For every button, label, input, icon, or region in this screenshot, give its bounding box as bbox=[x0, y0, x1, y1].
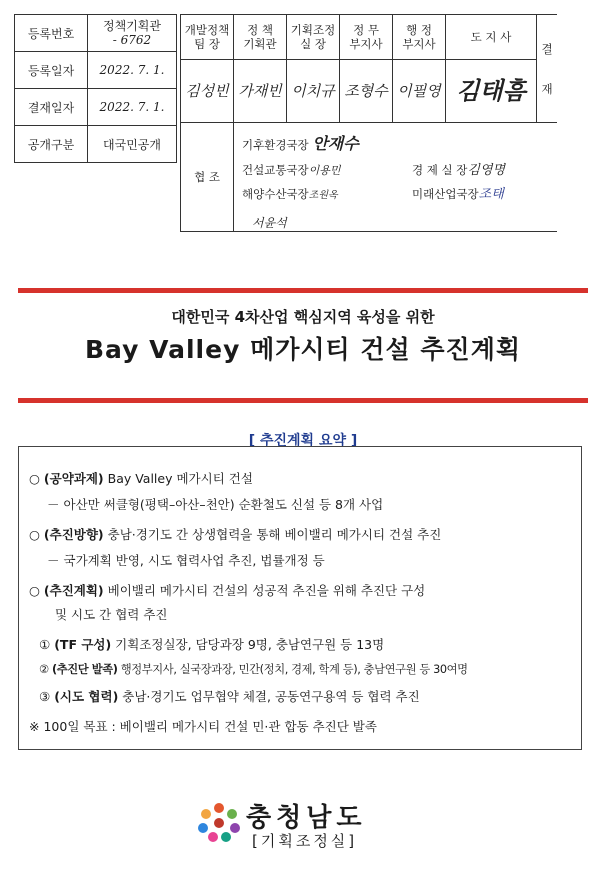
registration-table bbox=[14, 14, 177, 163]
registration-value bbox=[88, 15, 177, 52]
summary-item bbox=[47, 551, 325, 569]
registration-label: 등록일자 bbox=[15, 52, 88, 89]
approval-header bbox=[287, 15, 340, 60]
summary-item bbox=[47, 495, 383, 513]
registration-label: 등록번호 bbox=[15, 15, 88, 52]
approval-header-line: 정 책 bbox=[247, 23, 273, 37]
item-text: 충남·경기도 업무협약 체결, 공동연구용역 등 협력 추진 bbox=[118, 689, 420, 704]
registration-value: 대국민공개 bbox=[88, 126, 177, 163]
summary-item bbox=[39, 687, 420, 705]
bullet: ① bbox=[39, 637, 51, 652]
bullet: ※ bbox=[29, 719, 40, 734]
registration-row bbox=[15, 126, 177, 163]
bullet: ③ bbox=[39, 689, 51, 704]
coop-dept: 기후환경국장 bbox=[242, 138, 309, 152]
approval-side bbox=[537, 15, 558, 123]
coop-dept: 건설교통국장 bbox=[242, 163, 309, 177]
summary-item bbox=[39, 661, 468, 677]
approval-header-line: 기획조정 bbox=[290, 23, 336, 37]
approval-header bbox=[393, 15, 446, 60]
summary-item bbox=[29, 525, 441, 543]
summary-item bbox=[29, 581, 425, 599]
title-rule-bottom bbox=[18, 398, 588, 403]
item-label: (공약과제) bbox=[43, 471, 104, 486]
approval-signature-row bbox=[181, 60, 558, 123]
item-label: (추진단 발족) bbox=[51, 663, 118, 676]
summary-item bbox=[39, 635, 384, 653]
coop-signature: 조원옥 bbox=[308, 190, 338, 201]
cooperation-label: 협 조 bbox=[181, 123, 234, 232]
approval-header-line: 정 무 bbox=[353, 23, 379, 37]
logo-center bbox=[214, 818, 224, 828]
registration-label: 공개구분 bbox=[15, 126, 88, 163]
summary-item bbox=[29, 717, 377, 735]
signature: 이치규 bbox=[287, 60, 340, 123]
signature: 조형수 bbox=[340, 60, 393, 123]
approval-header-line: 행 정 bbox=[406, 23, 432, 37]
title-rule-top bbox=[18, 288, 588, 293]
approval-header bbox=[181, 15, 234, 60]
signature: 이필영 bbox=[393, 60, 446, 123]
registration-value: 2022. 7. 1. bbox=[88, 52, 177, 89]
item-text: 100일 목표 : 베이밸리 메가시티 건설 민·관 합동 추진단 발족 bbox=[43, 719, 377, 734]
coop-entry bbox=[242, 163, 341, 178]
item-text: 충남·경기도 간 상생협력을 통해 베이밸리 메가시티 건설 추진 bbox=[103, 527, 442, 542]
coop-entry bbox=[242, 134, 359, 153]
item-text: 아산만 써클형(평택–아산–천안) 순환철도 신설 등 8개 사업 bbox=[63, 497, 384, 512]
item-text: Bay Valley 메가시티 건설 bbox=[103, 471, 253, 486]
coop-signature: 안재수 bbox=[312, 134, 359, 153]
bullet: ○ bbox=[29, 527, 40, 542]
registration-value-line1: 정책기획관 bbox=[103, 19, 161, 33]
approval-table bbox=[180, 14, 557, 232]
registration-label: 결재일자 bbox=[15, 89, 88, 126]
item-text: 행정부지사, 실국장과장, 민간(정치, 경제, 학계 등), 충남연구원 등 30여명 bbox=[117, 663, 468, 676]
logo-petal bbox=[221, 832, 231, 842]
page-subtitle: 대한민국 4차산업 핵심지역 육성을 위한 bbox=[171, 308, 435, 326]
approval-header bbox=[446, 15, 537, 60]
page-title: Bay Valley 메가시티 건설 추진계획 bbox=[84, 335, 521, 364]
approval-side-top: 결 bbox=[541, 41, 553, 56]
coop-entry bbox=[412, 187, 504, 202]
item-text: 베이밸리 메가시티 건설의 성공적 추진을 위해 추진단 구성 bbox=[103, 583, 426, 598]
registration-number: - 6762 bbox=[112, 33, 152, 47]
approval-header-line: 개발정책 bbox=[184, 23, 230, 37]
approval-side-bottom: 재 bbox=[541, 81, 553, 96]
logo-petal bbox=[198, 823, 208, 833]
signature: 가재빈 bbox=[234, 60, 287, 123]
organization-name: 충청남도 bbox=[246, 803, 367, 833]
item-text: 기획조정실장, 담당과장 9명, 충남연구원 등 13명 bbox=[111, 637, 385, 652]
extra-signature: 서윤석 bbox=[252, 216, 287, 230]
item-text: 국가계획 반영, 시도 협력사업 추진, 법률개정 등 bbox=[63, 553, 325, 568]
coop-signature: 조태 bbox=[478, 187, 504, 202]
registration-row bbox=[15, 89, 177, 126]
bullet: － bbox=[47, 553, 60, 568]
cooperation-row bbox=[181, 123, 558, 232]
item-label: (TF 구성) bbox=[54, 637, 112, 652]
registration-row bbox=[15, 15, 177, 52]
coop-signature: 김영명 bbox=[467, 163, 506, 178]
registration-value: 2022. 7. 1. bbox=[88, 89, 177, 126]
summary-item bbox=[55, 605, 168, 623]
approval-header-line: 도 지 사 bbox=[470, 30, 512, 44]
approval-header-line: 부지사 bbox=[402, 37, 436, 51]
approval-header-line: 팀 장 bbox=[194, 37, 220, 51]
approval-header-row bbox=[181, 15, 558, 60]
logo-petal bbox=[227, 809, 237, 819]
approval-header bbox=[234, 15, 287, 60]
bullet: ○ bbox=[29, 583, 40, 598]
summary-item bbox=[29, 469, 253, 487]
summary-heading: [ 추진계획 요약 ] bbox=[248, 433, 358, 449]
signature: 김태흠 bbox=[446, 60, 537, 123]
summary-box bbox=[18, 446, 582, 750]
item-text: 및 시도 간 협력 추진 bbox=[55, 607, 168, 622]
approval-header bbox=[340, 15, 393, 60]
bullet: － bbox=[47, 497, 60, 512]
logo-petal bbox=[208, 832, 218, 842]
coop-signature: 이용민 bbox=[308, 164, 341, 177]
chungnam-logo-icon bbox=[196, 800, 242, 844]
coop-dept: 해양수산국장 bbox=[242, 187, 309, 201]
approval-header-line: 기획관 bbox=[243, 37, 277, 51]
registration-row bbox=[15, 52, 177, 89]
signature: 김성빈 bbox=[181, 60, 234, 123]
logo-petal bbox=[214, 803, 224, 813]
coop-dept: 경 제 실 장 bbox=[412, 163, 468, 177]
item-label: (시도 협력) bbox=[54, 689, 119, 704]
approval-header-line: 부지사 bbox=[349, 37, 383, 51]
bullet: ○ bbox=[29, 471, 40, 486]
logo-petal bbox=[230, 823, 240, 833]
item-label: (추진방향) bbox=[43, 527, 104, 542]
bullet: ② bbox=[39, 663, 49, 676]
approval-header-line: 실 장 bbox=[300, 37, 326, 51]
coop-entry bbox=[242, 187, 338, 203]
logo-petal bbox=[201, 809, 211, 819]
department-name: [기획조정실] bbox=[252, 832, 358, 850]
item-label: (추진계획) bbox=[43, 583, 104, 598]
coop-entry bbox=[412, 163, 505, 178]
coop-dept: 미래산업국장 bbox=[412, 187, 479, 201]
